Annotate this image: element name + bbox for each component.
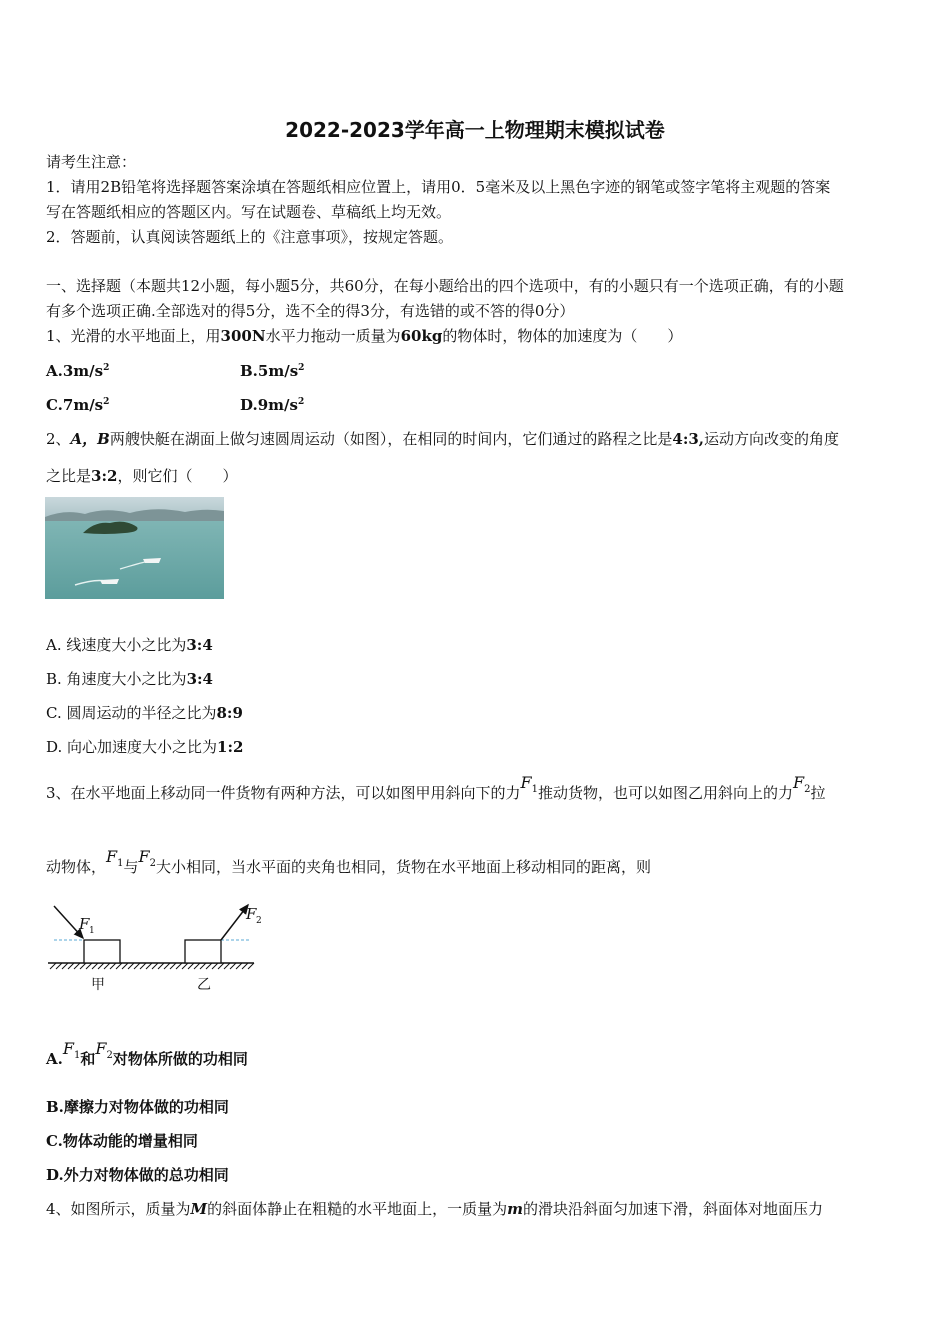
q2-option-a-text: A. 线速度大小之比为 (46, 636, 187, 654)
q2-stem-part: 两艘快艇在湖面上做匀速圆周运动（如图），在相同的时间内，它们通过的路程之比是 (109, 430, 673, 448)
q2-option-c-text: C. 圆周运动的半径之比为 (46, 704, 217, 722)
q2-stem-line2 (46, 466, 237, 486)
q1-option-a-exp: 2 (103, 363, 110, 373)
q4-symbol-big-m: M (190, 1200, 208, 1218)
q1-stem (46, 326, 682, 346)
q2-stem-part: ，则它们（ ） (117, 467, 238, 485)
q3-stem-line1 (46, 773, 826, 810)
q1-force-value: 300N (220, 327, 266, 345)
notice-item2: 2．答题前，认真阅读答题纸上的《注意事项》，按规定答题。 (46, 228, 454, 246)
q2-stem-line1 (46, 429, 839, 449)
q3-stem-line2 (46, 847, 652, 884)
q3-stem-part: 推动货物，也可以如图乙用斜向上的力 (538, 784, 794, 802)
q2-option-b (46, 669, 213, 689)
ground-hatching (50, 963, 254, 969)
q2-stem-part: 之比是 (46, 467, 92, 485)
q3-option-a-part: 对物体所做的功相同 (112, 1050, 248, 1068)
f1-subscript: 1 (89, 926, 95, 936)
q1-option-b-text: B.5m/s (240, 362, 299, 380)
q4-stem-part: 的滑块沿斜面匀加速下滑，斜面体对地面压力 (523, 1200, 824, 1218)
q2-option-c-value: 8:9 (216, 704, 243, 722)
q4-stem-part: 的斜面体静止在粗糙的水平地面上，一质量为 (207, 1200, 508, 1218)
notice-item1-line2: 写在答题纸相应的答题区内。写在试题卷、草稿纸上均无效。 (46, 203, 452, 221)
q3-stem-part: 拉 (810, 784, 826, 802)
q1-option-d-exp: 2 (297, 397, 305, 407)
f2-subscript: 2 (256, 916, 262, 926)
push-pull-diagram (44, 900, 264, 995)
q1-mass-value: 60kg (400, 327, 443, 345)
q3-symbol-f2: $F_2$ (95, 1039, 113, 1061)
q3-symbol-f1: $F_1$ (106, 847, 124, 869)
f1-label: F (79, 915, 90, 933)
q1-option-d (240, 396, 304, 414)
q1-option-a-text: A.3m/s (46, 362, 104, 380)
label-yi: 乙 (197, 977, 211, 993)
q1-option-c (46, 396, 109, 414)
q1-option-c-exp: 2 (103, 397, 110, 407)
q2-option-d-text: D. 向心加速度大小之比为 (46, 738, 218, 756)
q1-option-d-text: D.9m/s (240, 396, 298, 414)
q1-stem-part: 的物体时，物体的加速度为（ ） (442, 327, 683, 345)
q3-option-d: D.外力对物体做的总功相同 (46, 1166, 229, 1184)
speedboats-photo (45, 497, 224, 599)
q2-boats-ab: A，B (70, 430, 110, 448)
q3-option-a-prefix: A. (46, 1050, 63, 1068)
q2-path-ratio: 4:3, (672, 430, 705, 448)
q1-stem-part: 1、光滑的水平地面上，用 (46, 327, 221, 345)
q2-option-b-value: 3:4 (186, 670, 213, 688)
q2-stem-part: 2、 (46, 430, 71, 448)
q1-stem-part: 水平力拖动一质量为 (265, 327, 401, 345)
notice-item1-line1: 1．请用2B铅笔将选择题答案涂填在答题纸相应位置上，请用0．5毫米及以上黑色字迹的钢笔或签字笔将主观题的答案 (46, 178, 831, 196)
q3-stem-part: 大小相同，当水平面的夹角也相同，货物在水平地面上移动相同的距离，则 (156, 858, 652, 876)
notice-heading: 请考生注意： (46, 153, 137, 171)
section-heading-line2: 有多个选项正确.全部选对的得5分，选不全的得3分，有选错的或不答的得0分） (46, 302, 575, 320)
q4-symbol-small-m: m (507, 1200, 524, 1218)
q1-option-b (240, 362, 304, 380)
q3-option-c: C.物体动能的增量相同 (46, 1132, 198, 1150)
cargo-box-jia (84, 940, 120, 963)
q2-stem-part: 运动方向改变的角度 (704, 430, 840, 448)
q2-option-d (46, 737, 243, 757)
force-arrow-f2 (221, 905, 248, 940)
q2-option-c (46, 703, 243, 723)
q4-stem (46, 1199, 823, 1219)
q1-option-b-exp: 2 (298, 363, 305, 373)
q3-option-a-part: 和 (80, 1050, 96, 1068)
q3-option-b: B.摩擦力对物体做的功相同 (46, 1098, 229, 1116)
cargo-box-yi (185, 940, 221, 963)
q2-angle-ratio: 3:2 (91, 467, 118, 485)
q2-option-a-value: 3:4 (186, 636, 213, 654)
q3-option-a (46, 1039, 248, 1076)
page-title: 2022-2023学年高一上物理期末模拟试卷 (285, 118, 665, 142)
q2-option-d-value: 1:2 (217, 738, 244, 756)
q3-stem-part: 与 (123, 858, 139, 876)
q3-symbol-f1: $F_1$ (520, 773, 539, 795)
q3-stem-part: 动物体， (46, 858, 107, 876)
q2-option-a (46, 635, 213, 655)
label-jia: 甲 (91, 977, 105, 993)
q1-option-a (46, 362, 109, 380)
q3-symbol-f2: $F_2$ (793, 773, 811, 795)
q3-symbol-f1: $F_1$ (62, 1039, 81, 1061)
q3-stem-part: 3、在水平地面上移动同一件货物有两种方法，可以如图甲用斜向下的力 (46, 784, 521, 802)
q1-option-c-text: C.7m/s (46, 396, 104, 414)
f2-label: F (246, 905, 257, 923)
q2-option-b-text: B. 角速度大小之比为 (46, 670, 187, 688)
q3-symbol-f2: $F_2$ (138, 847, 156, 869)
section-heading-line1: 一、选择题（本题共12小题，每小题5分，共60分，在每小题给出的四个选项中，有的小题只有一个选项正确，有的小题 (46, 277, 844, 295)
q4-stem-part: 4、如图所示，质量为 (46, 1200, 191, 1218)
